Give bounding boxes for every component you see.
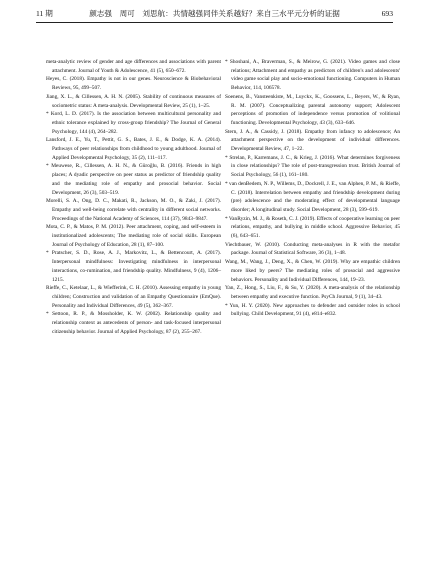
reference-entry: Yan, Z., Hong, S., Liu, F., & Su, Y. (2020). A meta-analysis of the relationship between empathy and executive function. PsyCh Journal, 9 (1), 34–43. [225,285,400,300]
running-title: 颜志强 周可 刘思航：共情越强同伴关系越好？来自三水平元分析的证据 [89,9,340,18]
reference-entry: Jiang, X. L., & Cillessen, A. H. N. (2005). Stability of continuous measures of sociometric status: A meta-analysis. Developmental Review, 25 (1), 1–25. [46,93,221,109]
reference-entry: Heyes, C. (2018). Empathy is not in our genes. Neuroscience & Biobehavioral Reviews, 95, 499–507. [46,76,221,92]
reference-entry: * Kord, L. D. (2017). Is the association between multicultural personality and ethnic tolerance explained by cross-group friendship? The Journal of General Psychology, 144 (4), 264–282. [46,111,221,135]
references-right-column [225,58,400,319]
reference-entry: * van denBedem, N. P., Willems, D., Dockrell, J. E., van Alphen, P. M., & Rieffe, C. (2018). Interrelation between empathy and friendship development during (pre) adolescence and the moderating effect of developmental language disorder; A longitudinal study. Social Development, 28 (3), 599–619. [225,180,400,213]
reference-entry: Stern, J. A., & Cassidy, J. (2018). Empathy from infancy to adolescence; An attachment perspective on the development of individual differences. Developmental Review, 47, 1–22. [225,128,400,153]
reference-entry: Mota, C. P., & Matos, P. M. (2012). Peer attachment, coping, and self-esteem in institutionalized adolescents; The mediating role of social skills. European Journal of Psychology of Education, 28 (1), 87–100. [46,224,221,248]
reference-entry: * Meuwese, R., Cillessen, A. H. N., & Güroğlu, B. (2016). Friends in high places; A dyadic perspective on peer status as predictor of friendship quality and the mediating role of empathy and prosocial behavior. Social Development, 26 (3), 503–519. [46,163,221,196]
reference-entry: meta-analytic review of gender and age differences and associations with parent attachment. Journal of Youth & Adolescence, 41 (5), 650–672. [46,59,221,74]
references-left-column [46,58,221,337]
page-header [36,6,393,22]
reference-entry: * Pratscher, S. D., Rose, A. J., Markovitz, L., & Bettencourt, A. (2017). Interpersonal mindfulness: Investigating mindfulness in interpersonal interactions, co-rumination, and friendship quality. Mindfulness, 9 (4), 1206–1215. [46,250,221,283]
issue-number: 11 期 [36,9,53,18]
reference-entry: Wang, M., Wang, J., Deng, X., & Chen, W. (2019). Why are empathic children more liked by peers? The mediating roles of prosocial and aggressive behaviors. Personality and Individual Differences, 144, 19–23. [225,259,400,283]
reference-entry: Viechtbauer, W. (2010). Conducting meta-analyses in R with the metafor package. Journal of Statistical Software, 36 (3), 1–48. [225,241,400,257]
reference-entry: Lansford, J. E., Yu, T., Pettit, G. S., Bates, J. E., & Dodge, K. A. (2014). Pathways of peer relationships from childhood to young adulthood. Journal of Applied Developmental Psychology, 35 (2), 111–117. [46,137,221,161]
header-divider [36,22,393,23]
reference-entry: Rieffe, C., Ketelaar, L., & Wiefferink, C. H. (2010). Assessing empathy in young children; Construction and validation of an Empathy Questionnaire (EmQue). Personality and Individual Differences, 49 (5), 362–367. [46,285,221,309]
reference-entry: Soenens, B., Vansteenkiste, M., Luyckx, K., Goossens, L., Beyers, W., & Ryan, R. M. (2007). Conceptualizing parental autonomy support; Adolescent perceptions of promotion of independence versus promotion of volitional functioning. Developmental Psychology, 43 (3), 633–646. [225,93,400,126]
page-number: 693 [381,9,393,18]
reference-entry: * Yun, H. Y. (2020). New approaches to defender and outsider roles in school bullying. Child Development, 91 (4), e814–e832. [225,302,400,318]
reference-entry: Morelli, S. A., Ong, D. C., Makati, R., Jackson, M. O., & Zaki, J. (2017). Empathy and well-being correlate with centrality in different social networks. Proceedings of the National Academy of Sciences, 114 (37), 9843–9847. [46,198,221,222]
reference-entry: * Strelan, P., Karremans, J. C., & Krieg, J. (2016). What determines forgiveness in close relationships? The role of post-transgression trust. British Journal of Social Psychology, 56 (1), 161–180. [225,154,400,179]
reference-entry: * Shoshani, A., Braverman, S., & Meirow, G. (2021). Video games and close relations; Attachment and empathy as predictors of children's and adolescents' video game social play and socio-emotional functioning. Computers in Human Behavior, 114, 106578. [225,59,400,92]
reference-entry: * Settoon, R. P., & Mossholder, K. W. (2002). Relationship quality and relationship context as antecedents of person- and task-focused interpersonal citizenship behavior. Journal of Applied Psychology, 87 (2), 255–267. [46,311,221,335]
reference-entry: * VanRyzin, M. J., & Roseth, C. J. (2019). Effects of cooperative learning on peer relations, empathy, and bullying in middle school. Aggressive Behavior, 45 (6), 643–651. [225,215,401,240]
